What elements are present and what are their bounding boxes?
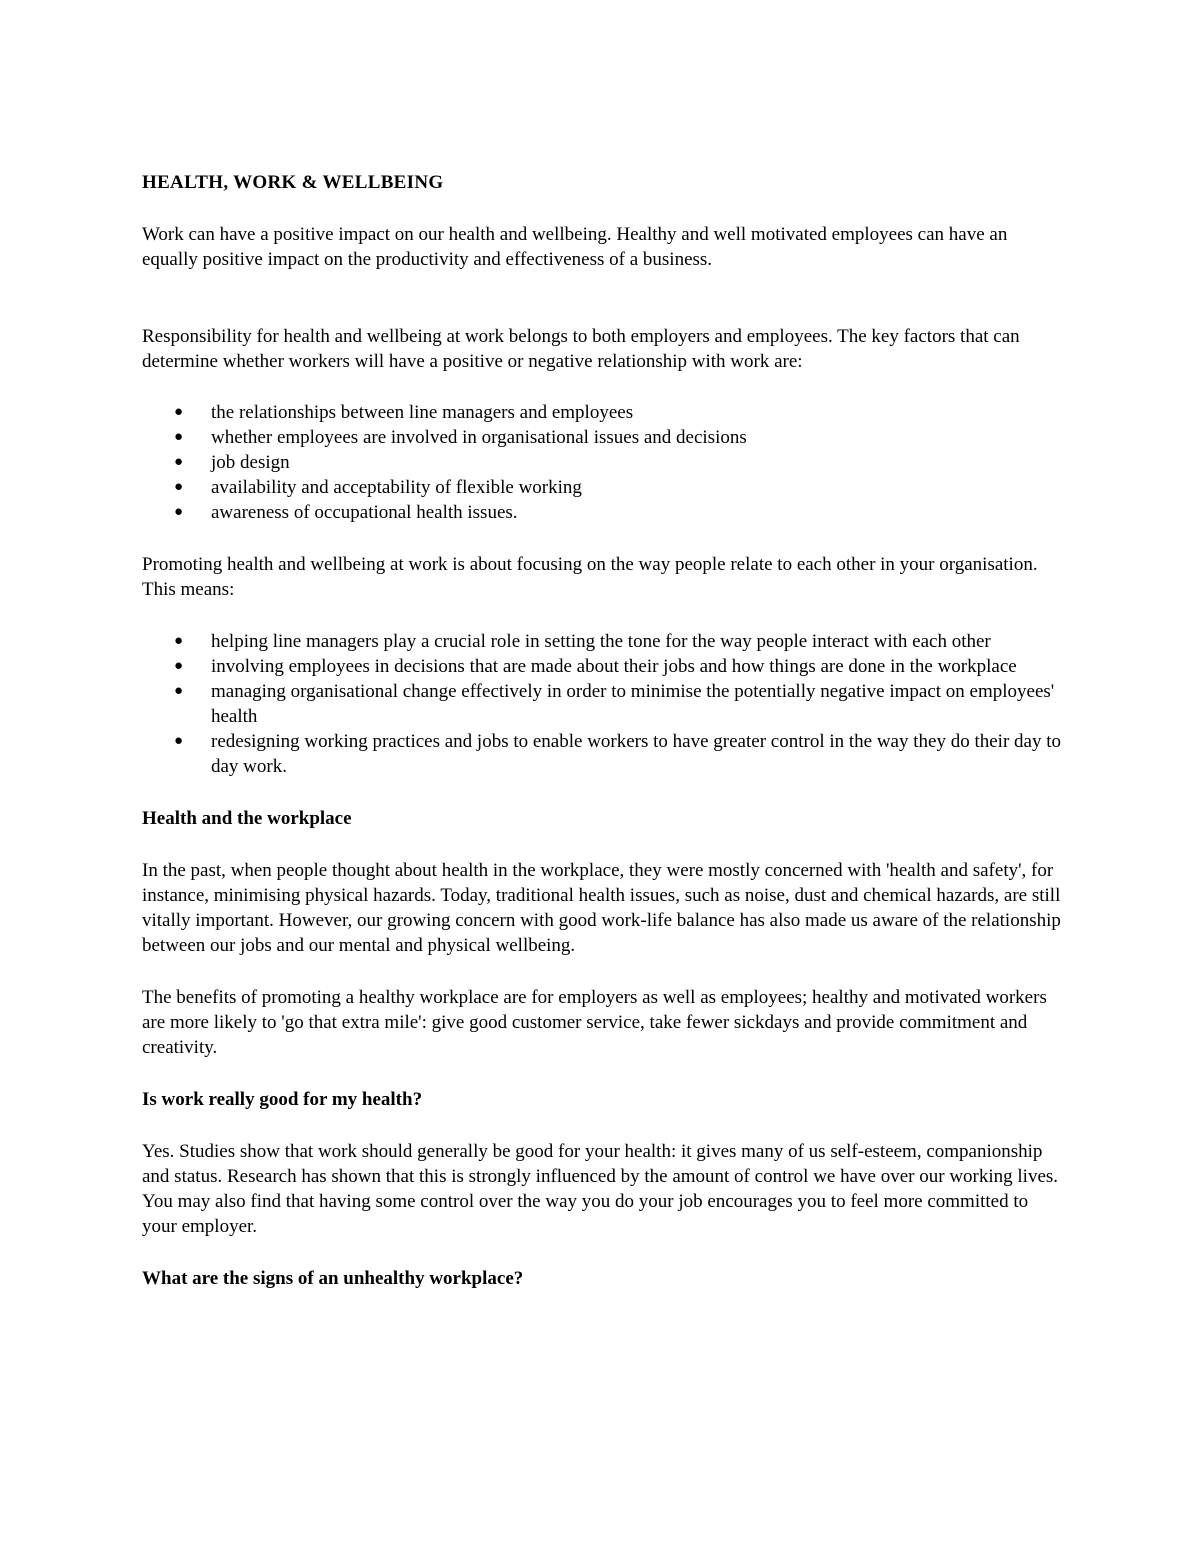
list-item-text: whether employees are involved in organisational issues and decisions bbox=[211, 427, 747, 448]
bullet-icon: ● bbox=[174, 504, 184, 520]
document-title: HEALTH, WORK & WELLBEING bbox=[142, 172, 444, 193]
workplace-paragraph-2: The benefits of promoting a healthy workplace are for employers as well as employees; healthy and motivated workers are more likely to 'go that extra mile': give good customer service, take fewer sickdays and provide commitment and creativity. bbox=[142, 987, 1047, 1058]
list-item bbox=[142, 654, 1062, 679]
list-item bbox=[142, 425, 1062, 450]
list-item bbox=[142, 450, 1062, 475]
bullet-icon: ● bbox=[174, 633, 184, 649]
section-heading-workplace: Health and the workplace bbox=[142, 808, 352, 829]
bullet-icon: ● bbox=[174, 479, 184, 495]
section-heading-good-for-health: Is work really good for my health? bbox=[142, 1089, 423, 1110]
list-item bbox=[142, 629, 1062, 654]
list-item-text: managing organisational change effectively in order to minimise the potentially negative impact on employees' health bbox=[211, 681, 1055, 727]
document-body bbox=[142, 170, 1062, 1318]
list-item bbox=[142, 400, 1062, 425]
promoting-paragraph: Promoting health and wellbeing at work is about focusing on the way people relate to each other in your organisation. This means: bbox=[142, 554, 1038, 600]
list-item-text: the relationships between line managers and employees bbox=[211, 402, 634, 423]
list-item bbox=[142, 500, 1062, 525]
list-item bbox=[142, 475, 1062, 500]
list-item-text: job design bbox=[211, 452, 290, 473]
bullet-icon: ● bbox=[174, 658, 184, 674]
bullet-icon: ● bbox=[174, 683, 184, 699]
workplace-paragraph-1: In the past, when people thought about health in the workplace, they were mostly concerned with 'health and safety', for instance, minimising physical hazards. Today, traditional health issues, such as noise, dust and chemical hazards, are still vitally important. However, our growing concern with good work-life balance has also made us aware of the relationship between our jobs and our mental and physical wellbeing. bbox=[142, 860, 1061, 956]
intro-paragraph: Work can have a positive impact on our health and wellbeing. Healthy and well motivated employees can have an equally positive impact on the productivity and effectiveness of a business. bbox=[142, 224, 1008, 270]
bullet-icon: ● bbox=[174, 429, 184, 445]
section-heading-unhealthy-signs: What are the signs of an unhealthy workplace? bbox=[142, 1268, 524, 1289]
responsibility-paragraph: Responsibility for health and wellbeing at work belongs to both employers and employees. The key factors that can determine whether workers will have a positive or negative relationship with work are: bbox=[142, 326, 1020, 372]
list-item-text: helping line managers play a crucial role in setting the tone for the way people interact with each other bbox=[211, 631, 991, 652]
bullet-icon: ● bbox=[174, 404, 184, 420]
list-item-text: involving employees in decisions that are made about their jobs and how things are done in the workplace bbox=[211, 656, 1017, 677]
key-factors-list bbox=[142, 400, 1062, 525]
list-item-text: availability and acceptability of flexible working bbox=[211, 477, 582, 498]
list-item-text: awareness of occupational health issues. bbox=[211, 502, 518, 523]
list-item-text: redesigning working practices and jobs to enable workers to have greater control in the way they do their day to day work. bbox=[211, 731, 1061, 777]
list-item bbox=[142, 729, 1062, 779]
promoting-list bbox=[142, 629, 1062, 779]
good-for-health-paragraph: Yes. Studies show that work should generally be good for your health: it gives many of us self-esteem, companionship and status. Research has shown that this is strongly influenced by the amount of control we have over our working lives. You may also find that having some control over the way you do your job encourages you to feel more committed to your employer. bbox=[142, 1141, 1059, 1237]
bullet-icon: ● bbox=[174, 733, 184, 749]
list-item bbox=[142, 679, 1062, 729]
bullet-icon: ● bbox=[174, 454, 184, 470]
